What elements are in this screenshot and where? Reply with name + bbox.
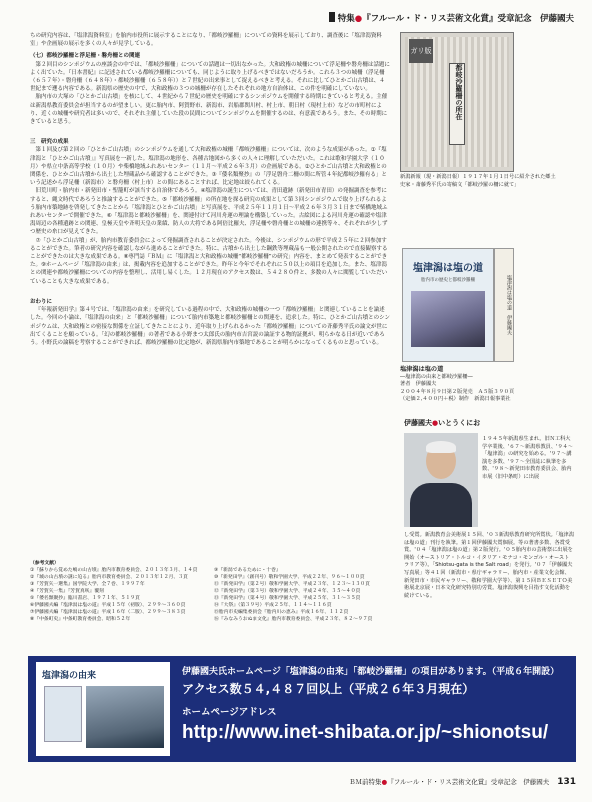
- reference-item: ⑫『新発田学』（第３号）敬和学園大学、平成２４年、３５〜４０頁: [214, 589, 361, 594]
- footer-dot: ●: [381, 778, 388, 786]
- para-intro: ちの研究内容は、「塩津潟資料室」を胎内市役所に展示することになり、「都岐沙羅柵」についての資料を展示しており、調査後に「塩津潟資料室」や企画展の展示を多くの人々が見学している。: [30, 33, 382, 48]
- reference-item: ⑭『大祭』（第３９号）平成２５年、１１４〜１１６頁: [214, 603, 332, 608]
- para-results-2: 旧荒川町・胎内市・新発田市・聖籠町が該当する自治体であろう。④塩津潟の誕生については、青田遺跡（新発田市青田）の発掘調査を参考にすると、縄文時代であろうと推論することができた。⑤「都岐沙羅柵」の所在地を探る研究の成果として第３回シンポジウムで取り上げられるよう胎内市築地跡を啓発してきたことから「塩津潟とひとかご山古墳」と写真展を、平成２５年１１月１日〜平成２６年３月３１日まで柴橋地域ふれあいセンターで開催できた。⑥「塩津潟と都岐沙羅柵」を、関連付けて河川舟運の理論を構築していった。古絵図による河川舟運の確認や塩津潟周辺の各種遺跡との関連、皇極天皇や斉明天皇の業績、防人の大将である阿倍比羅夫、浮足柵や磐舟柵との城柵の連携等々、それぞれが少しずつ歴史の糸口が見えてきた。: [30, 188, 388, 236]
- book-caption: [400, 366, 560, 404]
- book-caption-subtitle: ―塩津潟の由来と都岐沙羅柵―: [400, 373, 473, 380]
- references-col-2: [214, 567, 390, 623]
- footer-label: ＢＭ前特集: [349, 778, 382, 786]
- homepage-screenshot-book: [44, 686, 82, 742]
- newspaper-headline: 都岐沙羅柵の所在: [449, 63, 465, 145]
- book-caption-publication: ２００４年８月９日第２版発売 Ａ５版３９０頁: [400, 388, 515, 395]
- banner-access-count: アクセス数５４,４８７回以上（平成２６年３月現在）: [182, 682, 475, 696]
- section-heading-conclusion: おわりに: [30, 298, 53, 305]
- reference-item: ⑩『新発田学』（創刊号）敬和学園大学、平成２２年、９６〜１００頁: [214, 575, 365, 580]
- reference-item: ⑮胎内市史編集委員会『胎内川の恵み』平成１６年、１１２頁: [214, 610, 349, 615]
- author-photo: [404, 433, 478, 527]
- header-title: 『フルール・ド・リス芸術文化賞』受章記念 伊藤國夫: [362, 14, 574, 24]
- header-bar: [329, 12, 335, 22]
- homepage-screenshot-title: 塩津潟の由来: [42, 671, 97, 681]
- header-label: 特集: [337, 14, 355, 24]
- references: [30, 560, 390, 623]
- profile-bio-side: １９４５年新潟県生まれ。旧Ｎ工科大学卒業後、'６７〜新潟県教員、'９４〜「塩津潟」の研究を始める。'９７〜講演を多数、'９７〜全国誌に執筆を多数、'９８〜新発田市教育委員会、胎内市展（旧中条町）に出展: [482, 436, 574, 480]
- para-conclusion: 『年報新発田学』第４号では、「塩津潟の由来」を研究している過程の中で、大和政権の城柵の一つ「都岐沙羅柵」と関連していることを論述した。今回の小論は、「塩津潟の由来」と「都岐沙羅柵」について胎内市築地と都岐沙羅柵との関連を、追求した。特に、ひとかご山古墳とのシンポジウムは、大和政権との密接な関係を立証してきたことにより、近年取り上げられるかった「都岐沙羅柵」についての斉藤秀平氏の論文が世に出てくることを願っている。「幻の都岐沙羅柵」の著者である小野まつ太郎氏の胎内市吉宮説の論証する物的証拠が、明らかなる日が近いであろう。小野氏の論稿を考察することができれば、都岐沙羅柵の比定地が、新潟県胎内市築地であることが明らかになってくるものと思っている。: [30, 307, 391, 346]
- section-heading-results: 三 研究の成果: [30, 139, 69, 146]
- reference-item: ②『城の山古墳の謎に迫る』胎内市教育委員会、２０１３年１２月、３頁: [30, 575, 188, 580]
- book-caption-price: （定価２,４００円＋税）制作 新潟日報事業社: [400, 396, 511, 403]
- book-cover: [402, 248, 494, 362]
- reference-item: ⑬『新発田学』（第４号）敬和学園大学、平成２５年、３１〜３５頁: [214, 596, 361, 601]
- para-results-1: 第１回及び第２回の「ひとかご山古墳」のシンポジウムを通して大和政権の城柵「都岐沙羅柵」については、次のような成果があった。①『塩津潟と「ひとかご山古墳」』写真展を一新した。塩津潟の地形を、各種古地図から多くの人々に理解していただいた。これは歌和学園大学（１０月）や県立中条高等学校（１０月）や柴橋地域ふれあいセンター（１１月〜平成２６年３月）の企画展である。②ひとかご山古墳と大和政権との関係を、ひとかご山古墳から出土した埋蔵品から確認することができた。③『倭名類聚抄』の「浮足磐舟二柵の間に所管４年紀都岐沙羅有る」という記述から浮足柵（新潟市）と磐舟柵（村上市）との間にあることすれば、比定地は絞られてくる。: [30, 147, 387, 187]
- references-title: （参考文献）: [30, 561, 59, 566]
- reference-item: ④『芳賀矢一集』『芳賀真咲』覆刻: [30, 589, 104, 594]
- reference-item: ③『芳賀矢一選集』国学院大学、全７巻、１９９７年: [30, 582, 145, 587]
- page-header: [0, 12, 574, 24]
- section-heading-7: （七）都岐沙羅柵と浮足柵・磐舟柵との関連: [30, 53, 141, 60]
- newspaper-image: [400, 32, 514, 172]
- profile-heading: [404, 418, 480, 428]
- reference-item: ⑧『中条町史』中条町教育委員会、昭和５２年: [30, 617, 131, 622]
- book-cover-title: 塩津潟は塩の道: [413, 263, 483, 274]
- footer-title: 『フルール・ド・リス芸術文化賞』受章記念 伊藤國夫: [387, 778, 550, 786]
- main-article: [30, 32, 390, 347]
- page-number: 131: [557, 777, 576, 787]
- profile-dot: ●: [432, 419, 439, 427]
- homepage-screenshot-photo: [86, 686, 164, 748]
- homepage-banner: [28, 656, 576, 762]
- profile-bio: し受賞。新潟教育会美術展１５回、'０３新潟県教育研究所賞状。「塩津潟は塩の道」刊行を執筆。第１回伊藤國夫賞個展。等の著書多数、各賞受賞。'０４「塩津潟は塩の道」第２版発行。'０５胎内市の芸術祭に出展を開始（オーストリア・トルコ・イタリア・モナコ・モンゴル・オーストラリア等）。「Shiotsu-gata is the Salt road」を発行。'０７「伊藤國夫写真展」等４１回（新潟市・県庁ギャラリー、胎内市・産業文化会館、新発田市・市民ギャラリー、敬和学園大学等）、第１５回ＢＥＳＥＴＯ美術展北京展・日本文化研究特別功労賞。塩津潟復興を目指す文化活動を続けている。: [404, 532, 575, 599]
- profile-reading: いとうくにお: [438, 419, 481, 427]
- reference-item: ⑯『みなみうおぬま文化』胎内市教育委員会、平成２３年、８２〜９７頁: [214, 617, 373, 622]
- reference-item: ⑤『倭名類聚抄』臨川書店、１９７１年、５１９頁: [30, 596, 140, 601]
- references-col-1: [30, 567, 206, 623]
- reference-item: ⑨『新潟であるために・十巻』: [214, 568, 281, 573]
- para-results-3: ⑦「ひとかご山古墳」が、胎内市教育委員会によって発掘調査されることが決定された。今後は、シンポジウムの形で平成２５年に２回参加することができた。筆者の研究内容を確認しながら進めることができた。特に、古墳から出土した鋼鉄等埋蔵品も一般公開されたので直接観察することができたのは大きな成果である。⑧専門誌『ＢＭ』に「塩津潟と大和政権の城柵“都岐沙羅柵”の研究」内容を、まとめて発表することができた。⑨ホームページ「塩津潟の由来」は、掲載内容を追加することができた。昨年と今年でそれぞれに５０以上の項目を追加した。また、塩津潟との関連や都岐沙羅柵についての内容を整理し、活用し易くした。１２月現在のアクセス数は、５４２８０件と、多数の人々に閲覧していただいていることも大きな成果である。: [30, 237, 388, 285]
- book-spine: 塩津潟は塩の道 伊藤國夫: [494, 248, 514, 362]
- reference-item: ⑥伊藤國夫編『塩津潟は塩の道』平成１５年（初版）、２９９〜３６０頁: [30, 603, 186, 608]
- reference-item: ⑦伊藤國夫編『塩津潟は塩の道』平成１６年（二版）、２９９〜３８３頁: [30, 610, 186, 615]
- banner-url: http://www.inet-shibata.or.jp/~shionotsu/: [182, 722, 549, 743]
- newspaper-masthead: ガリ版: [409, 39, 433, 63]
- reference-item: ⑪『新発田学』（第２号）敬和学園大学、平成２３年、１２３〜１３０頁: [214, 582, 370, 587]
- homepage-screenshot: [36, 662, 170, 756]
- banner-address-label: ホームページアドレス: [182, 707, 277, 718]
- book-cover-subtitle: 胎内市の歴史と都岐沙羅柵: [421, 278, 475, 283]
- header-dot: ●: [354, 14, 363, 24]
- para-7b: 胎内市の大塚の「ひとかご山古墳」を核にして、４世紀から７世紀の歴史を明確にするシンポジウムを開催する時期にきていると考える。主催は新潟県教育委員会が担当するのが望ましい。更に胎内市、阿賀野市、新潟市、岩船郡関川村、村上市、朝日村（現村上市）などの市町村により、近くの城柵や研究者は多いので、それぞれ主催していた段の民間についてシンポジウムを開催するのは、有意義であろう。また、その時期にきていると思う。: [30, 94, 388, 126]
- newspaper-caption: 新潟新報（現・新潟日報）１９１７年１月１日号に紹介された郷土史家・斎藤秀平氏の寄稿文「都岐沙羅の柵に就て」: [400, 174, 556, 188]
- para-7a: 第２回目のシンポジウムの座談会の中では、「都岐沙羅柵」についての話題は一切出なかった。大和政権の城柵について浮足柵や磐舟柵は話題によく出ていた。『日本書紀』に記述されている都岐沙羅柵についても、同じように取り上げるべきではないだろうか。これら３つの城柵（浮足柵（６５７年）・磐舟柵（６４８年）・都岐沙羅柵（６５８年））と７世紀の出来事として捉えるべきと考える。それに比してひとかご山古墳は、４世紀まで遡る内容である。新潟県の歴史の中で、大和政権の３つの城柵が存在したそれぞれの地方自治体は、この件を明確にしていない。: [30, 61, 390, 93]
- book-caption-author: 著者 伊藤國夫: [400, 381, 437, 388]
- page-footer: [0, 777, 576, 787]
- banner-line-1: 伊藤國夫氏ホームページ「塩津潟の由来」「都岐沙羅柵」の項目があります。（平成６年開設）: [182, 667, 560, 677]
- profile-name: 伊藤國夫: [404, 419, 432, 427]
- reference-item: ①『蘇りから覚めた嶋の山古墳』胎内市教育委員会、２０１３年３月、１４頁: [30, 568, 198, 573]
- book-cover-photo: [411, 291, 485, 347]
- book-caption-title: 塩津潟は塩の道: [400, 366, 444, 373]
